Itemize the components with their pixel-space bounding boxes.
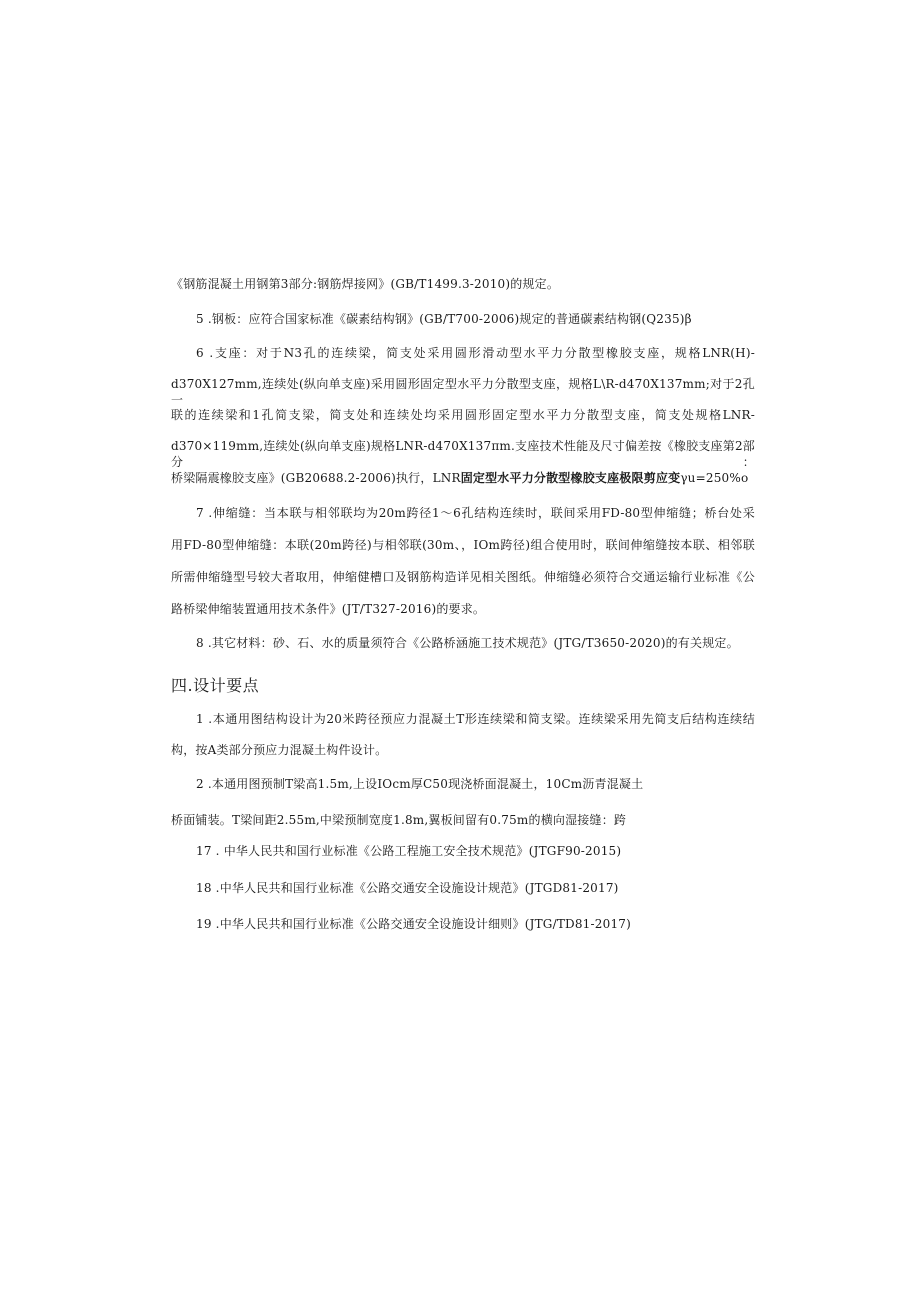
text-line: 18 .中华人民共和国行业标准《公路交通安全设施设计规范》(JTGD81-2017) [196,881,619,895]
text-line: 6 .支座：对于N3孔的连续梁，简支处采用圆形滑动型水平力分散型橡胶支座，规格LNR(H)- [196,346,755,360]
text-line: 7 .伸缩缝：当本联与相邻联均为20m跨径1～6孔结构连续时，联间采用FD-80型伸缩缝；桥台处采 [196,506,755,520]
text-segment: γu=250%o [680,471,749,485]
text-line: 构，按A类部分预应力混凝土构件设计。 [171,743,388,757]
text-line: 联的连续梁和1孔简支梁，简支处和连续处均采用圆形固定型水平力分散型支座，简支处规格LNR- [171,408,755,422]
text-line: 17 . 中华人民共和国行业标准《公路工程施工安全技术规范》(JTGF90-2015) [196,844,622,858]
text-line [171,470,748,486]
text-line: 路桥梁伸缩装置通用技术条件》(JT/T327-2016)的要求。 [171,602,486,616]
text-line: 《钢筋混凝土用钢第3部分:钢筋焊接网》(GB/T1499.3-2010)的规定。 [171,277,560,291]
text-line: d370X127mm,连续处(纵向单支座)采用圆形固定型水平力分散型支座，规格L\R-d470X137mm;对于2孔一 [171,377,755,407]
text-line: 所需伸缩缝型号较大者取用，伸缩健槽口及钢筋构造详见相关图纸。伸缩缝必须符合交通运输行业标准《公 [171,570,755,584]
text-line: d370×119mm,连续处(纵向单支座)规格LNR-d470X137πm.支座技术性能及尺寸偏差按《橡胶支座第2部分： [171,439,755,469]
section-heading: 四.设计要点 [171,676,260,695]
text-line: 5 .钢板：应符合国家标准《碳素结构钢》(GB/T700-2006)规定的普通碳素结构钢(Q235)β [196,312,692,326]
text-line: 8 .其它材料：砂、石、水的质量须符合《公路桥涵施工技术规范》(JTG/T3650-2020)的有关规定。 [196,636,739,650]
text-line: 19 .中华人民共和国行业标准《公路交通安全设施设计细则》(JTG/TD81-2017) [196,917,631,931]
text-line: 桥面铺装。T梁间距2.55m,中梁预制宽度1.8m,翼板间留有0.75m的横向湿接缝：跨 [171,813,627,827]
text-line: 2 .本通用图预制T梁高1.5m,上设IOcm厚C50现浇桥面混凝土，10Cm沥青混凝土 [196,777,644,791]
text-line: 用FD-80型伸缩缝：本联(20m跨径)与相邻联(30m、，IOm跨径)组合使用时，联间伸缩缝按本联、相邻联 [171,538,755,552]
text-line: 1 .本通用图结构设计为20米跨径预应力混凝土T形连续梁和简支梁。连续梁采用先简支后结构连续结 [196,712,755,726]
text-segment: 桥梁隔震橡胶支座》(GB20688.2-2006)执行，LNR [171,471,461,485]
text-segment-bold: 固定型水平力分散型橡胶支座极限剪应变 [460,471,681,485]
